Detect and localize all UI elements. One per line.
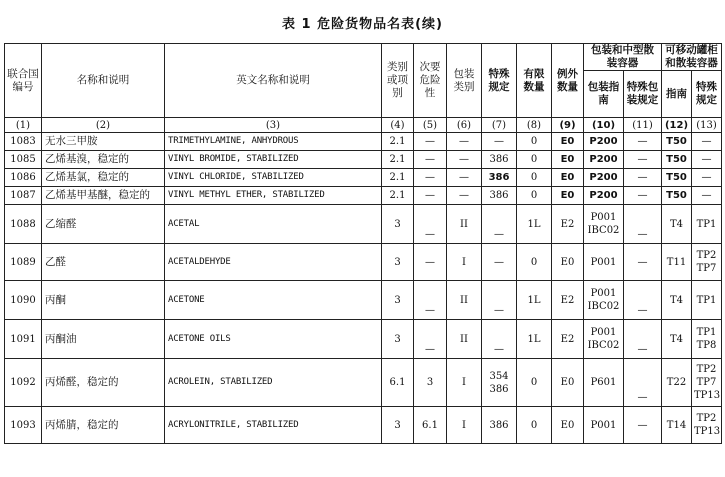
sub-risk-value: — <box>414 205 447 244</box>
tank-special-line: TP8 <box>696 340 717 351</box>
packing-group-value: II <box>447 281 482 320</box>
class-value: 3 <box>382 244 414 281</box>
tank-instr-value: T50 <box>662 169 692 187</box>
tank-instr-value: T50 <box>662 133 692 151</box>
tank-special-value: — <box>692 169 722 187</box>
special-provision-value: 386 <box>482 187 517 205</box>
pack-instr-value: P601 <box>584 359 624 407</box>
packing-group-value: I <box>447 359 482 407</box>
col-number: (6) <box>447 118 482 133</box>
special-provision-value <box>482 359 517 407</box>
packing-group-value: — <box>447 151 482 169</box>
tank-special-value <box>692 320 722 359</box>
english-name: VINYL METHYL ETHER, STABILIZED <box>165 187 382 205</box>
packing-group-value: — <box>447 169 482 187</box>
tank-instr-value: T22 <box>662 359 692 407</box>
special-provision-value: — <box>482 320 517 359</box>
sub-risk-value: — <box>414 187 447 205</box>
tank-special-line: TP2 <box>696 364 717 375</box>
packing-group-value: — <box>447 187 482 205</box>
table-row <box>5 151 722 169</box>
header-pack-instr: 包装指南 <box>584 71 624 118</box>
pack-instr-value: P200 <box>584 133 624 151</box>
sub-risk-value: — <box>414 244 447 281</box>
special-pack-value: — <box>624 244 662 281</box>
table-title: 表 1 危险货物品名表(续) <box>282 17 443 32</box>
col-number: (5) <box>414 118 447 133</box>
limited-qty-value: 1L <box>517 205 552 244</box>
english-name: ACETAL <box>165 205 382 244</box>
un-number: 1093 <box>5 407 42 444</box>
excepted-qty-value: E0 <box>552 407 584 444</box>
header-sub-risk: 次要危险性 <box>414 44 447 118</box>
special-pack-value: — <box>624 407 662 444</box>
header-english: 英文名称和说明 <box>165 44 382 118</box>
tank-special-line: TP13 <box>694 390 721 401</box>
class-value: 2.1 <box>382 187 414 205</box>
pack-instr-value: P001 <box>584 244 624 281</box>
header-special-pack: 特殊包装规定 <box>624 71 662 118</box>
tank-special-value: — <box>692 187 722 205</box>
tank-special-line: TP2 <box>696 413 717 424</box>
pack-instr-value: P200 <box>584 187 624 205</box>
tank-special-line: TP7 <box>696 377 717 388</box>
sub-risk-value: 6.1 <box>414 407 447 444</box>
limited-qty-value: 0 <box>517 133 552 151</box>
limited-qty-value: 1L <box>517 320 552 359</box>
un-number: 1089 <box>5 244 42 281</box>
limited-qty-value: 0 <box>517 244 552 281</box>
class-value: 3 <box>382 205 414 244</box>
chinese-name: 无水三甲胺 <box>42 133 165 151</box>
limited-qty-value: 0 <box>517 407 552 444</box>
pack-instr-value <box>584 205 624 244</box>
special-provision-value: — <box>482 281 517 320</box>
special-provision-value: 386 <box>482 169 517 187</box>
tank-instr-value: T14 <box>662 407 692 444</box>
excepted-qty-value: E0 <box>552 359 584 407</box>
chinese-name: 丙烯醛，稳定的 <box>42 359 165 407</box>
special-provision-value: — <box>482 133 517 151</box>
dangerous-goods-table <box>4 43 722 444</box>
col-number: (3) <box>165 118 382 133</box>
col-number: (10) <box>584 118 624 133</box>
tank-special-line: TP1 <box>696 327 717 338</box>
pack-instr-line: IBC02 <box>587 225 620 236</box>
table-row <box>5 187 722 205</box>
sub-risk-value: — <box>414 151 447 169</box>
header-packaging-group: 包装和中型散装容器 <box>584 44 662 71</box>
special-pack-value: — <box>624 151 662 169</box>
class-value: 3 <box>382 320 414 359</box>
packing-group-value: — <box>447 133 482 151</box>
tank-instr-value: T4 <box>662 320 692 359</box>
tank-special-line: TP1 <box>696 218 717 230</box>
english-name: ACETONE <box>165 281 382 320</box>
tank-instr-value: T4 <box>662 281 692 320</box>
header-name: 名称和说明 <box>42 44 165 118</box>
chinese-name: 丙烯腈，稳定的 <box>42 407 165 444</box>
col-number: (11) <box>624 118 662 133</box>
pack-instr-line: IBC02 <box>587 340 620 351</box>
chinese-name: 乙烯基甲基醚，稳定的 <box>42 187 165 205</box>
class-value: 6.1 <box>382 359 414 407</box>
special-pack-value: — <box>624 187 662 205</box>
packing-group-value: I <box>447 407 482 444</box>
special-pack-value: — <box>624 133 662 151</box>
un-number: 1091 <box>5 320 42 359</box>
pack-instr-line: P001 <box>590 212 617 223</box>
un-number: 1088 <box>5 205 42 244</box>
limited-qty-value: 0 <box>517 151 552 169</box>
un-number: 1085 <box>5 151 42 169</box>
col-number: (12) <box>662 118 692 133</box>
sub-risk-value: — <box>414 281 447 320</box>
packing-group-value: II <box>447 205 482 244</box>
pack-instr-line: IBC02 <box>587 301 620 312</box>
header-packing-group: 包装类别 <box>447 44 482 118</box>
col-number: (8) <box>517 118 552 133</box>
un-number: 1090 <box>5 281 42 320</box>
class-value: 2.1 <box>382 169 414 187</box>
special-pack-value: — <box>624 205 662 244</box>
tank-instr-value: T11 <box>662 244 692 281</box>
class-value: 3 <box>382 407 414 444</box>
tank-special-line: TP2 <box>696 250 717 261</box>
header-limited-qty: 有限数量 <box>517 44 552 118</box>
special-provision-value: — <box>482 244 517 281</box>
sub-risk-value: — <box>414 320 447 359</box>
excepted-qty-value: E0 <box>552 187 584 205</box>
header-tank-instr: 指南 <box>662 71 692 118</box>
table-row <box>5 320 722 359</box>
class-value: 2.1 <box>382 151 414 169</box>
limited-qty-value: 0 <box>517 187 552 205</box>
pack-instr-value <box>584 281 624 320</box>
special-provision-line: 354 <box>489 370 509 382</box>
un-number: 1086 <box>5 169 42 187</box>
english-name: ACETONE OILS <box>165 320 382 359</box>
special-provision-value: 386 <box>482 407 517 444</box>
english-name: ACETALDEHYDE <box>165 244 382 281</box>
excepted-qty-value: E2 <box>552 320 584 359</box>
pack-instr-line: P001 <box>590 327 617 338</box>
un-number: 1087 <box>5 187 42 205</box>
excepted-qty-value: E0 <box>552 151 584 169</box>
limited-qty-value: 0 <box>517 169 552 187</box>
column-number-row <box>5 118 722 133</box>
sub-risk-value: — <box>414 133 447 151</box>
pack-instr-value: P200 <box>584 169 624 187</box>
special-provision-line: 386 <box>489 383 509 395</box>
chinese-name: 乙烯基氯，稳定的 <box>42 169 165 187</box>
english-name: ACRYLONITRILE, STABILIZED <box>165 407 382 444</box>
tank-special-value <box>692 244 722 281</box>
table-row <box>5 281 722 320</box>
english-name: VINYL BROMIDE, STABILIZED <box>165 151 382 169</box>
excepted-qty-value: E0 <box>552 169 584 187</box>
table-row <box>5 359 722 407</box>
special-pack-value: — <box>624 281 662 320</box>
header-row-1 <box>5 44 722 71</box>
tank-special-value <box>692 407 722 444</box>
col-number: (7) <box>482 118 517 133</box>
un-number: 1083 <box>5 133 42 151</box>
table-row <box>5 244 722 281</box>
tank-special-value: — <box>692 133 722 151</box>
table-row <box>5 169 722 187</box>
col-number: (4) <box>382 118 414 133</box>
pack-instr-value: P001 <box>584 407 624 444</box>
excepted-qty-value: E0 <box>552 244 584 281</box>
table-row <box>5 205 722 244</box>
table-row <box>5 133 722 151</box>
header-excepted-qty: 例外数量 <box>552 44 584 118</box>
special-pack-value: — <box>624 320 662 359</box>
tank-instr-value: T50 <box>662 187 692 205</box>
header-class: 类别或项别 <box>382 44 414 118</box>
special-provision-value: — <box>482 205 517 244</box>
chinese-name: 乙烯基溴，稳定的 <box>42 151 165 169</box>
english-name: ACROLEIN, STABILIZED <box>165 359 382 407</box>
sub-risk-value: 3 <box>414 359 447 407</box>
chinese-name: 乙醛 <box>42 244 165 281</box>
header-special: 特殊规定 <box>482 44 517 118</box>
chinese-name: 丙酮油 <box>42 320 165 359</box>
tank-special-line: TP1 <box>696 294 717 306</box>
chinese-name: 乙缩醛 <box>42 205 165 244</box>
col-number: (1) <box>5 118 42 133</box>
excepted-qty-value: E0 <box>552 133 584 151</box>
sub-risk-value: — <box>414 169 447 187</box>
english-name: TRIMETHYLAMINE, ANHYDROUS <box>165 133 382 151</box>
tank-instr-value: T50 <box>662 151 692 169</box>
special-provision-value: 386 <box>482 151 517 169</box>
tank-special-value <box>692 281 722 320</box>
col-number: (13) <box>692 118 722 133</box>
excepted-qty-value: E2 <box>552 281 584 320</box>
table-row <box>5 407 722 444</box>
tank-special-value <box>692 205 722 244</box>
tank-special-value: — <box>692 151 722 169</box>
tank-special-line: TP7 <box>696 263 717 274</box>
limited-qty-value: 1L <box>517 281 552 320</box>
un-number: 1092 <box>5 359 42 407</box>
col-number: (2) <box>42 118 165 133</box>
class-value: 3 <box>382 281 414 320</box>
header-tank-group: 可移动罐柜和散装容器 <box>662 44 722 71</box>
header-un-no: 联合国编号 <box>5 44 42 118</box>
class-value: 2.1 <box>382 133 414 151</box>
limited-qty-value: 0 <box>517 359 552 407</box>
special-pack-value: — <box>624 359 662 407</box>
tank-special-value <box>692 359 722 407</box>
pack-instr-value: P200 <box>584 151 624 169</box>
packing-group-value: I <box>447 244 482 281</box>
english-name: VINYL CHLORIDE, STABILIZED <box>165 169 382 187</box>
packing-group-value: II <box>447 320 482 359</box>
pack-instr-value <box>584 320 624 359</box>
excepted-qty-value: E2 <box>552 205 584 244</box>
pack-instr-line: P001 <box>590 288 617 299</box>
tank-special-line: TP13 <box>694 426 721 437</box>
col-number: (9) <box>552 118 584 133</box>
header-tank-special: 特殊规定 <box>692 71 722 118</box>
tank-instr-value: T4 <box>662 205 692 244</box>
chinese-name: 丙酮 <box>42 281 165 320</box>
special-pack-value: — <box>624 169 662 187</box>
